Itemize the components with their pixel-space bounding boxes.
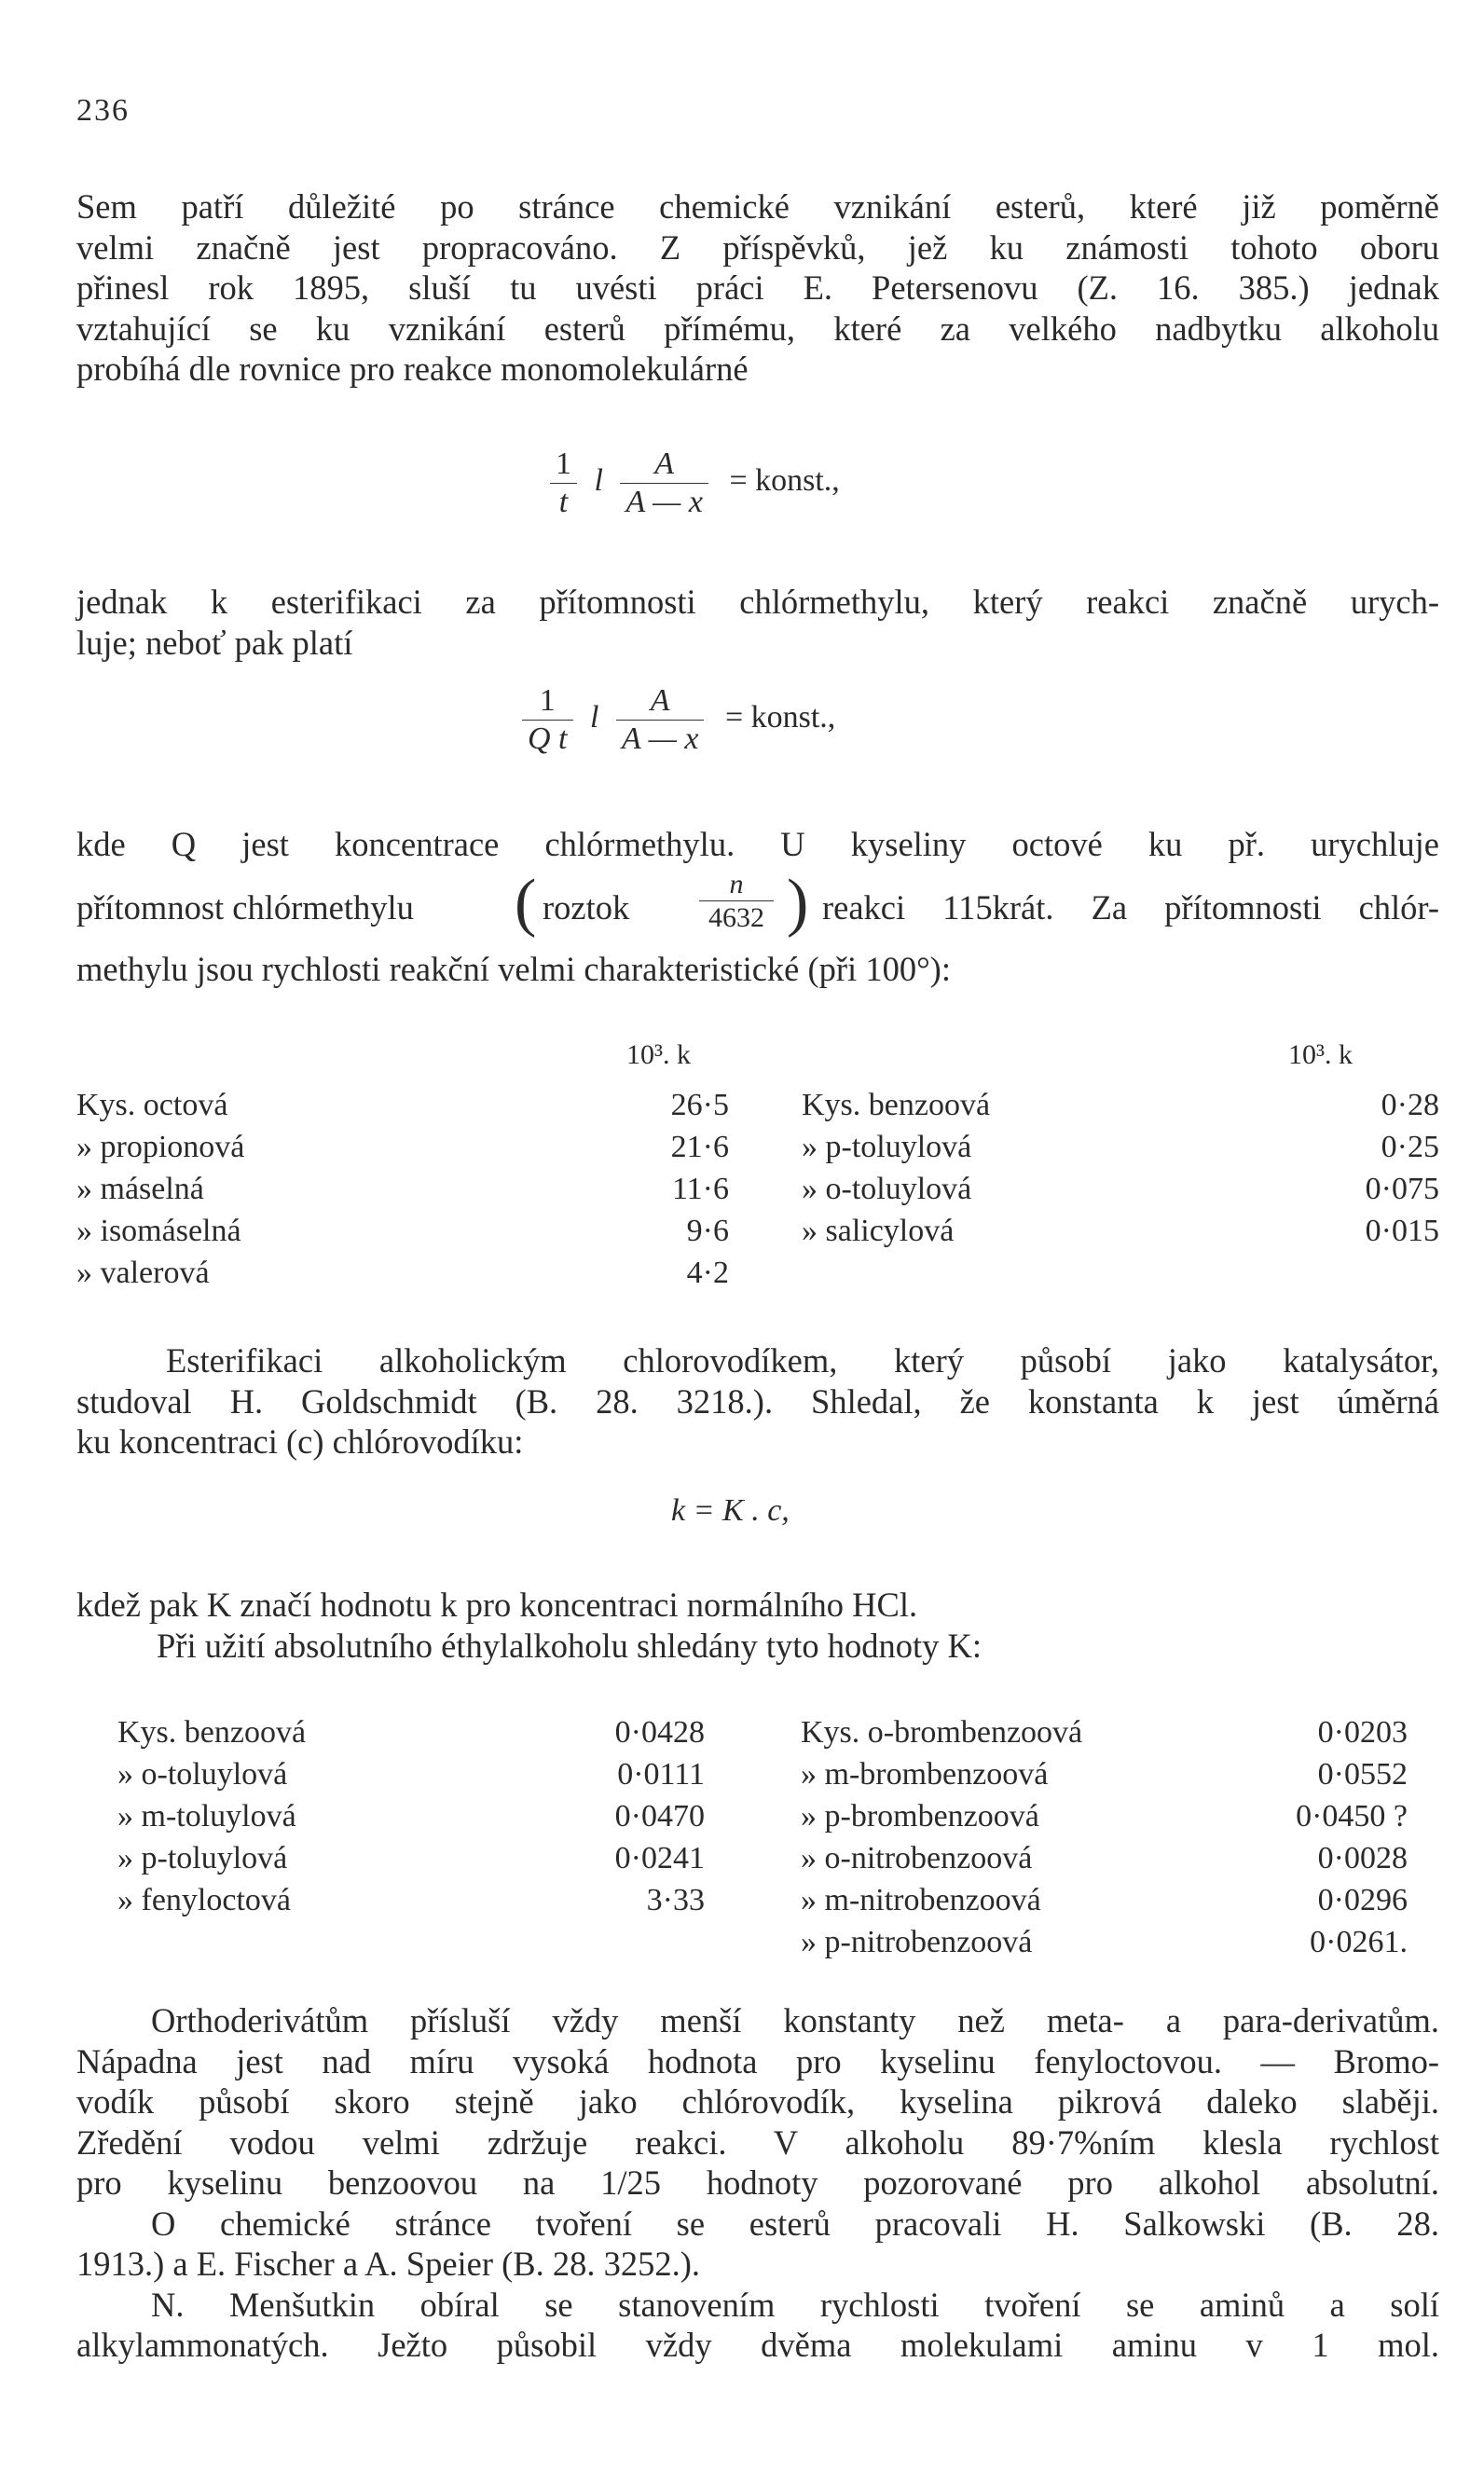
- text-line: Zředění vodou velmi zdržuje reakci. V alkoholu 89·7%ním klesla rychlost: [76, 2122, 1439, 2162]
- table-left-column: [117, 1711, 705, 1921]
- paragraph-intro: [76, 186, 1439, 390]
- table-row: Kys. o-brombenzoová 0·0203: [801, 1715, 1408, 1750]
- paragraph-koncentrace: [76, 824, 1439, 865]
- table-row: Kys. octová 26·5: [76, 1088, 729, 1122]
- text-line: luje; neboť pak platí: [76, 623, 353, 662]
- paragraph-goldschmidt: [76, 1340, 1439, 1463]
- text-line: Sem patří důležité po stránce chemické vznikání esterů, které již poměrně: [76, 187, 1439, 226]
- log-symbol: l: [594, 463, 603, 499]
- table-row: » m-toluylová 0·0470: [117, 1799, 705, 1834]
- paragraph-chlormethyl: [76, 582, 1439, 663]
- formula-rhs: = konst.,: [729, 463, 840, 499]
- paragraph-orthoderivaty: [76, 2000, 1439, 2366]
- table-row: » máselná 11·6: [76, 1172, 729, 1206]
- table-row: » o-toluylová 0·075: [802, 1172, 1439, 1206]
- text-line: vodík působí skoro stejně jako chlórovodík, kyselina pikrová daleko slaběji.: [76, 2082, 1439, 2121]
- table-right-column: [801, 1711, 1408, 1963]
- table-row: » salicylová 0·015: [802, 1214, 1439, 1248]
- paragraph-koncentrace-end: [76, 949, 1439, 990]
- rate-table-100c: [76, 1039, 1439, 1310]
- table-right-column: [802, 1084, 1439, 1252]
- table-row: Kys. benzoová 0·28: [802, 1088, 1439, 1122]
- text-line: přinesl rok 1895, sluší tu uvésti práci E. Petersenovu (Z. 16. 385.) jednak: [76, 268, 1439, 307]
- table-row: » p-toluylová 0·0241: [117, 1841, 705, 1875]
- table-row: » isomáselná 9·6: [76, 1214, 729, 1248]
- table-row: » o-nitrobenzoová 0·0028: [801, 1841, 1408, 1875]
- table-row: » o-toluylová 0·0111: [117, 1757, 705, 1792]
- text-line: probíhá dle rovnice pro reakce monomolekulárné: [76, 350, 749, 388]
- text-line: methylu jsou rychlosti reakční velmi charakteristické (při 100°):: [76, 950, 951, 988]
- column-header-right: 10³. k: [1288, 1039, 1353, 1070]
- fraction-coefficient: $\frac{1}{\text{Q t}}$: [522, 682, 573, 758]
- table-row: » fenyloctová 3·33: [117, 1883, 705, 1917]
- text-line: ku koncentraci (c) chlórovodíku:: [76, 1422, 524, 1461]
- text-line: 1913.) a E. Fischer a A. Speier (B. 28. 3252.).: [76, 2245, 701, 2283]
- text-line: O chemické stránce tvoření se esterů pracovali H. Salkowski (B. 28.: [151, 2204, 1439, 2243]
- text-line: vztahující se ku vznikání esterů přímému, které za velkého nadbytku alkoholu: [76, 309, 1439, 348]
- text-line: kde Q jest koncentrace chlórmethylu. U kyseliny octové ku př. urychluje: [76, 825, 1439, 863]
- text-line: Orthoderivátům přísluší vždy menší konstanty než meta- a para-derivatům.: [151, 2001, 1439, 2040]
- page-number: 236: [76, 93, 130, 128]
- right-paren: ): [787, 867, 809, 939]
- text-line: velmi značně jest propracováno. Z příspěvků, jež ku známosti tohoto oboru: [76, 227, 1439, 267]
- formula-k-equals: k = K . c,: [671, 1493, 790, 1528]
- table-left-column: [76, 1084, 729, 1294]
- formula-monomolecular: [550, 446, 840, 521]
- paragraph-hodnoty-k: [76, 1585, 1439, 1666]
- table-row: » valerová 4·2: [76, 1256, 729, 1290]
- text-line: studoval H. Goldschmidt (B. 28. 3218.). Shledal, že konstanta k jest úměrná: [76, 1381, 1439, 1421]
- fraction-argument: $\frac{A}{A — x}$: [616, 682, 704, 758]
- table-row: » propionová 21·6: [76, 1130, 729, 1164]
- table-row: Kys. benzoová 0·0428: [117, 1715, 705, 1750]
- fraction-coefficient: $\frac{1}{t}$: [550, 446, 577, 521]
- text-line: jednak k esterifikaci za přítomnosti chlórmethylu, který reakci značně urych-: [76, 583, 1439, 621]
- left-paren: (: [515, 867, 537, 939]
- fraction-n-over: n 4632: [699, 869, 774, 935]
- table-row: » p-brombenzoová 0·0450 ?: [801, 1799, 1408, 1834]
- table-row: » m-brombenzoová 0·0552: [801, 1757, 1408, 1792]
- text-line: kdež pak K značí hodnotu k pro koncentraci normálního HCl.: [76, 1586, 918, 1624]
- table-row: » p-nitrobenzoová 0·0261.: [801, 1925, 1408, 1959]
- text-line: Při užití absolutního éthylalkoholu shledány tyto hodnoty K:: [157, 1626, 982, 1665]
- log-symbol: l: [590, 700, 599, 735]
- table-row: » m-nitrobenzoová 0·0296: [801, 1883, 1408, 1917]
- rate-table-ethanol: [117, 1711, 1408, 1982]
- text-line: N. Menšutkin obíral se stanovením rychlosti tvoření se aminů a solí: [151, 2285, 1439, 2324]
- formula-chlormethyl: [522, 682, 835, 758]
- column-header-left: 10³. k: [626, 1039, 691, 1070]
- text-line: alkylammonatých. Ježto působil vždy dvěma molekulami aminu v 1 mol.: [76, 2326, 1439, 2364]
- fraction-argument: $\frac{A}{A — x}$: [620, 446, 708, 521]
- text-line-with-fraction: přítomnost chlórmethylu ( roztok n 4632 ) reakci 115krát. Za přítomnosti chlór-: [76, 867, 1439, 939]
- text-line: Nápadna jest nad míru vysoká hodnota pro kyselinu fenyloctovou. — Bromo-: [76, 2041, 1439, 2081]
- text-line: Esterifikaci alkoholickým chlorovodíkem, který působí jako katalysátor,: [166, 1341, 1439, 1380]
- formula-rhs: = konst.,: [724, 700, 836, 735]
- table-row: » p-toluylová 0·25: [802, 1130, 1439, 1164]
- text-line: pro kyselinu benzoovou na 1/25 hodnoty pozorované pro alkohol absolutní.: [76, 2163, 1439, 2202]
